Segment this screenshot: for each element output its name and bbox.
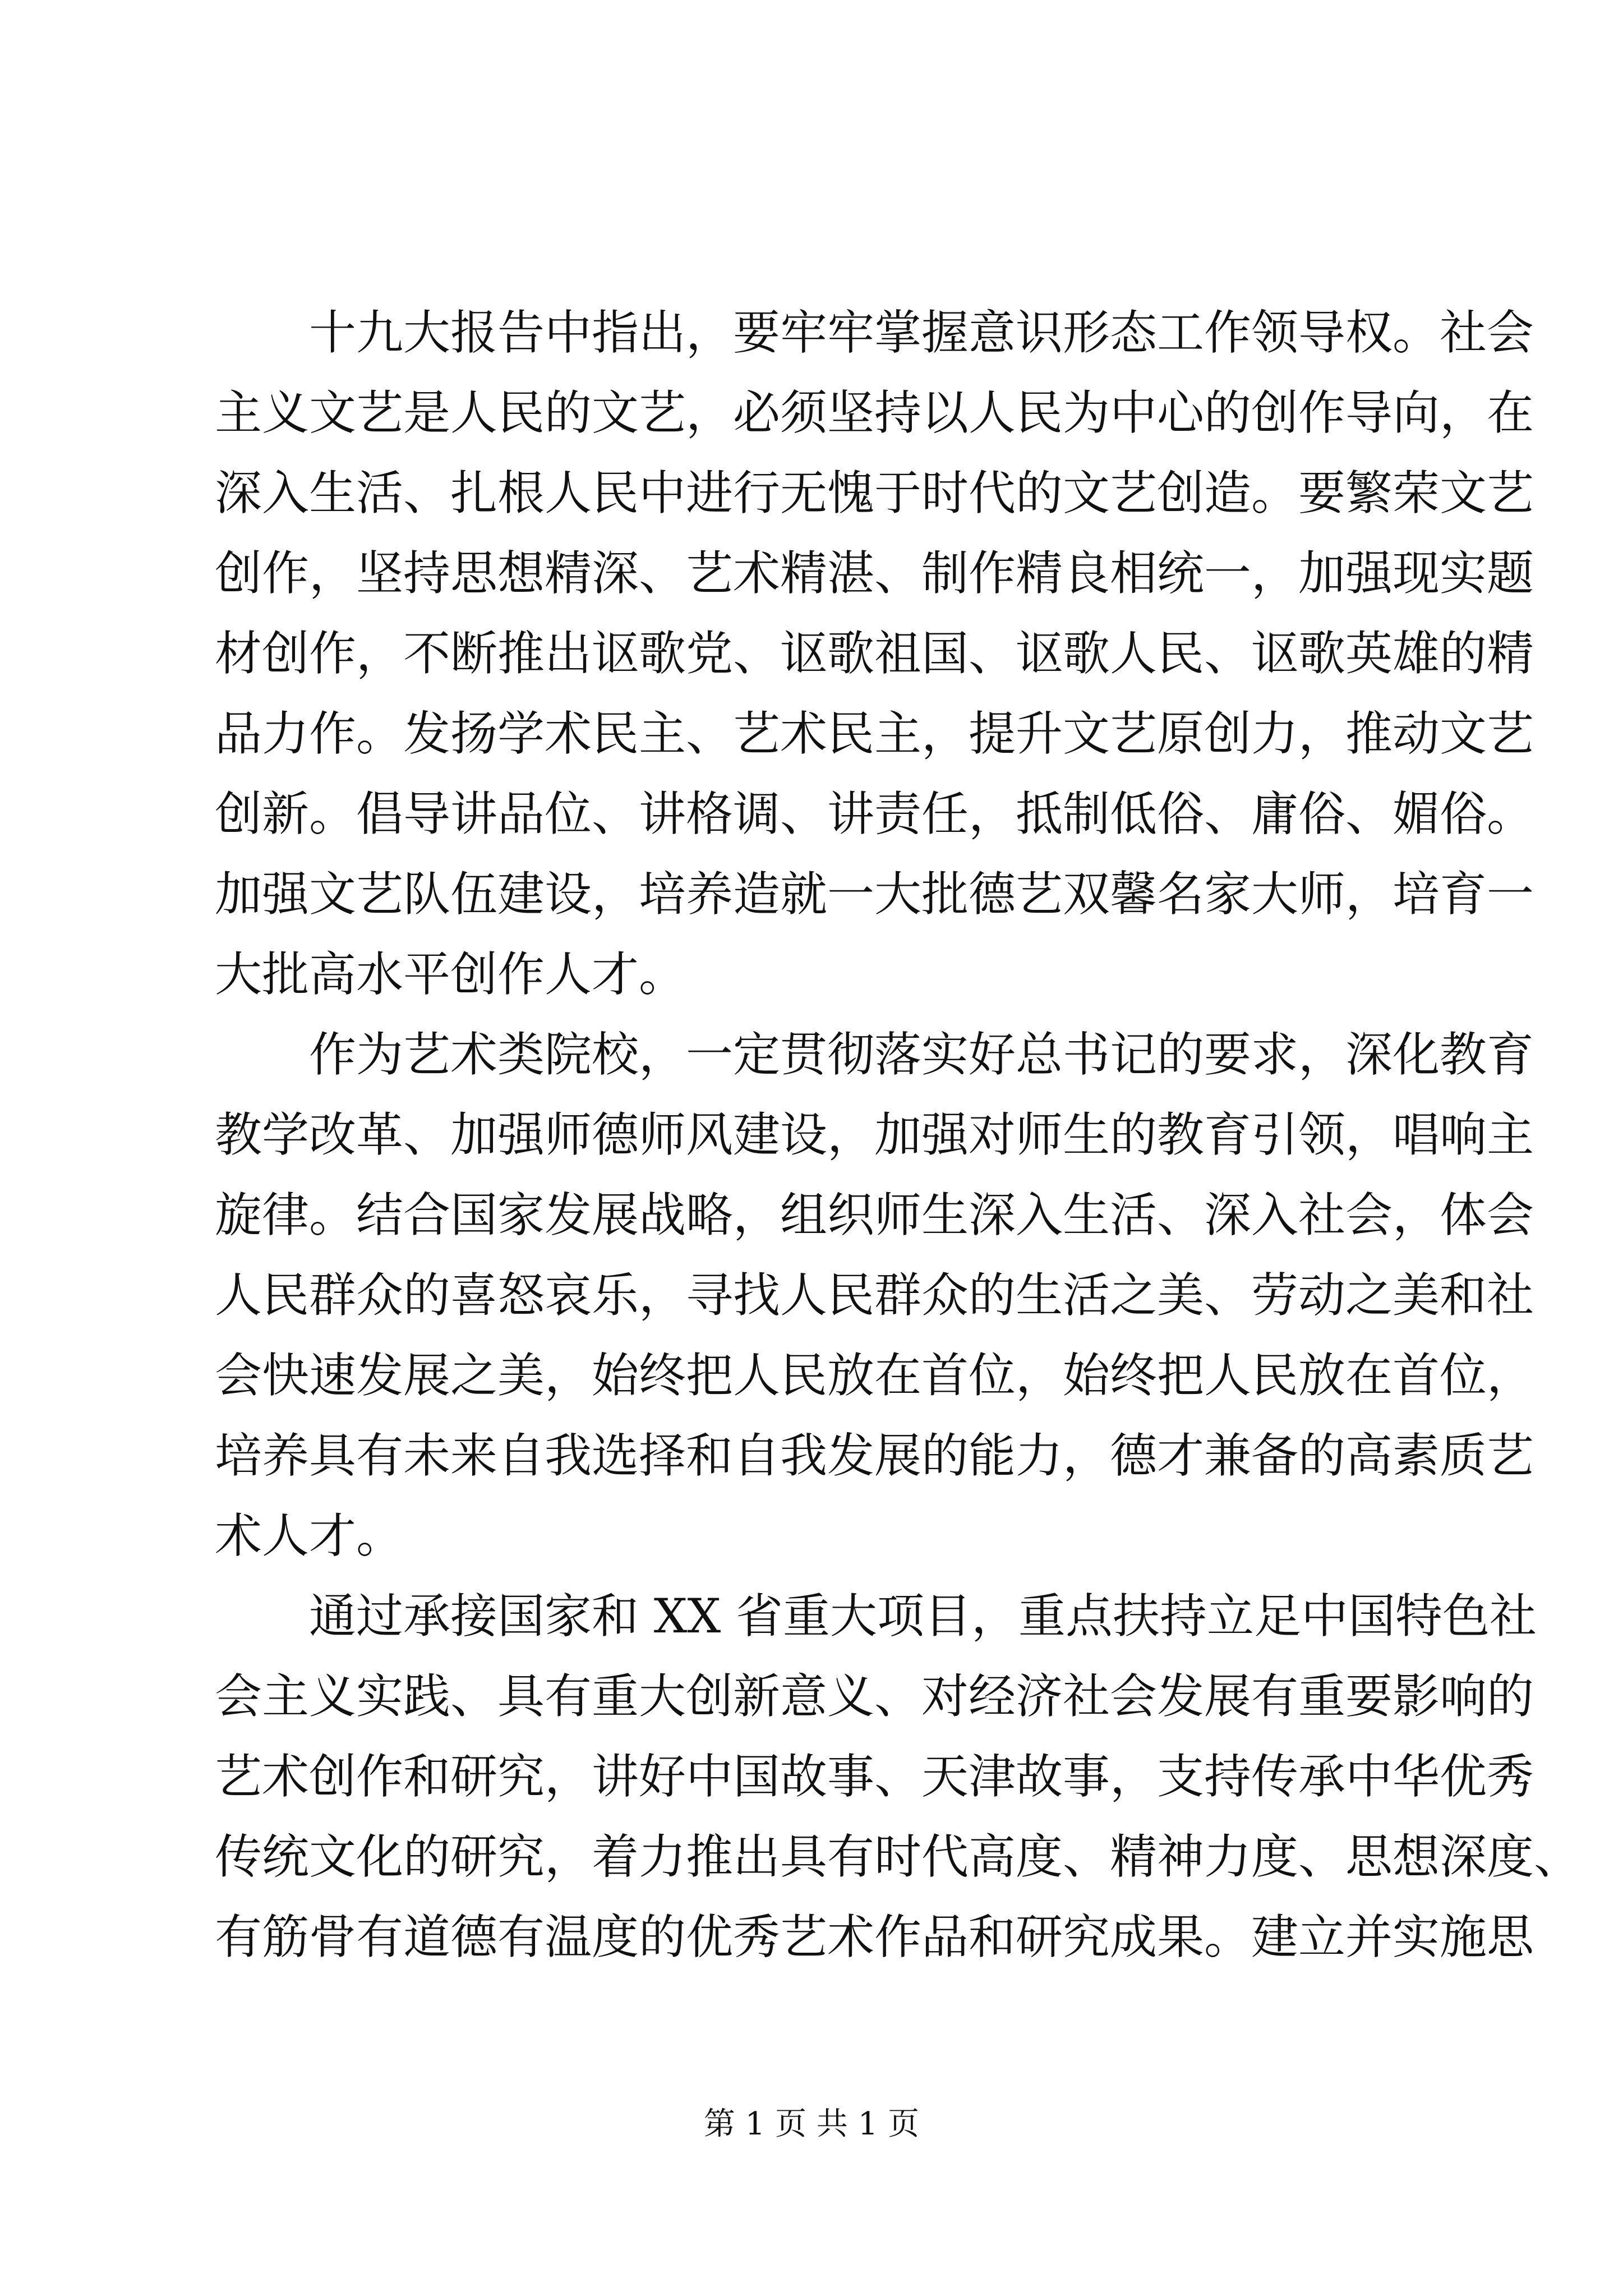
text-line: 深入生活、扎根人民中进行无愧于时代的文艺创造。要繁荣文艺: [215, 466, 1534, 521]
text-line: 有筋骨有道德有温度的优秀艺术作品和研究成果。建立并实施思: [215, 1910, 1534, 1964]
text-line: 通过承接国家和 XX 省重大项目，重点扶持立足中国特色社: [309, 1589, 1537, 1644]
text-line: 艺术创作和研究，讲好中国故事、天津故事，支持传承中华优秀: [215, 1749, 1534, 1804]
text-line: 主义文艺是人民的文艺，必须坚持以人民为中心的创作导向，在: [215, 385, 1534, 440]
paragraph-2: [215, 1015, 1534, 1576]
text-line: 品力作。发扬学术民主、艺术民主，提升文艺原创力，推动文艺: [215, 706, 1534, 761]
page-footer: [0, 2105, 1623, 2144]
text-line: 旋律。结合国家发展战略，组织师生深入生活、深入社会，体会: [215, 1188, 1534, 1243]
text-line: 材创作，不断推出讴歌党、讴歌祖国、讴歌人民、讴歌英雄的精: [215, 626, 1534, 681]
text-line: 十九大报告中指出，要牢牢掌握意识形态工作领导权。社会: [309, 305, 1534, 360]
text-line: 作为艺术类院校，一定贯彻落实好总书记的要求，深化教育: [309, 1027, 1534, 1082]
page-number-label: 第 1 页 共 1 页: [703, 2106, 920, 2142]
text-line: 人民群众的喜怒哀乐，寻找人民群众的生活之美、劳动之美和社: [215, 1268, 1534, 1323]
text-line: 教学改革、加强师德师风建设，加强对师生的教育引领，唱响主: [215, 1107, 1534, 1162]
text-line: 术人才。: [215, 1508, 404, 1563]
paragraph-3: [215, 1576, 1581, 1977]
text-line: 传统文化的研究，着力推出具有时代高度、精神力度、思想深度、: [215, 1829, 1581, 1884]
text-line: 创作，坚持思想精深、艺术精湛、制作精良相统一，加强现实题: [215, 546, 1534, 601]
text-line: 创新。倡导讲品位、讲格调、讲责任，抵制低俗、庸俗、媚俗。: [215, 786, 1534, 841]
text-line: 培养具有未来自我选择和自我发展的能力，德才兼备的高素质艺: [215, 1428, 1534, 1483]
document-body: [215, 293, 1581, 1977]
text-line: 加强文艺队伍建设，培养造就一大批德艺双馨名家大师，培育一: [215, 867, 1534, 922]
text-line: 大批高水平创作人才。: [215, 947, 686, 1002]
text-line: 会主义实践、具有重大创新意义、对经济社会发展有重要影响的: [215, 1669, 1534, 1724]
paragraph-1: [215, 293, 1534, 1015]
text-line: 会快速发展之美，始终把人民放在首位，始终把人民放在首位，: [215, 1348, 1534, 1403]
